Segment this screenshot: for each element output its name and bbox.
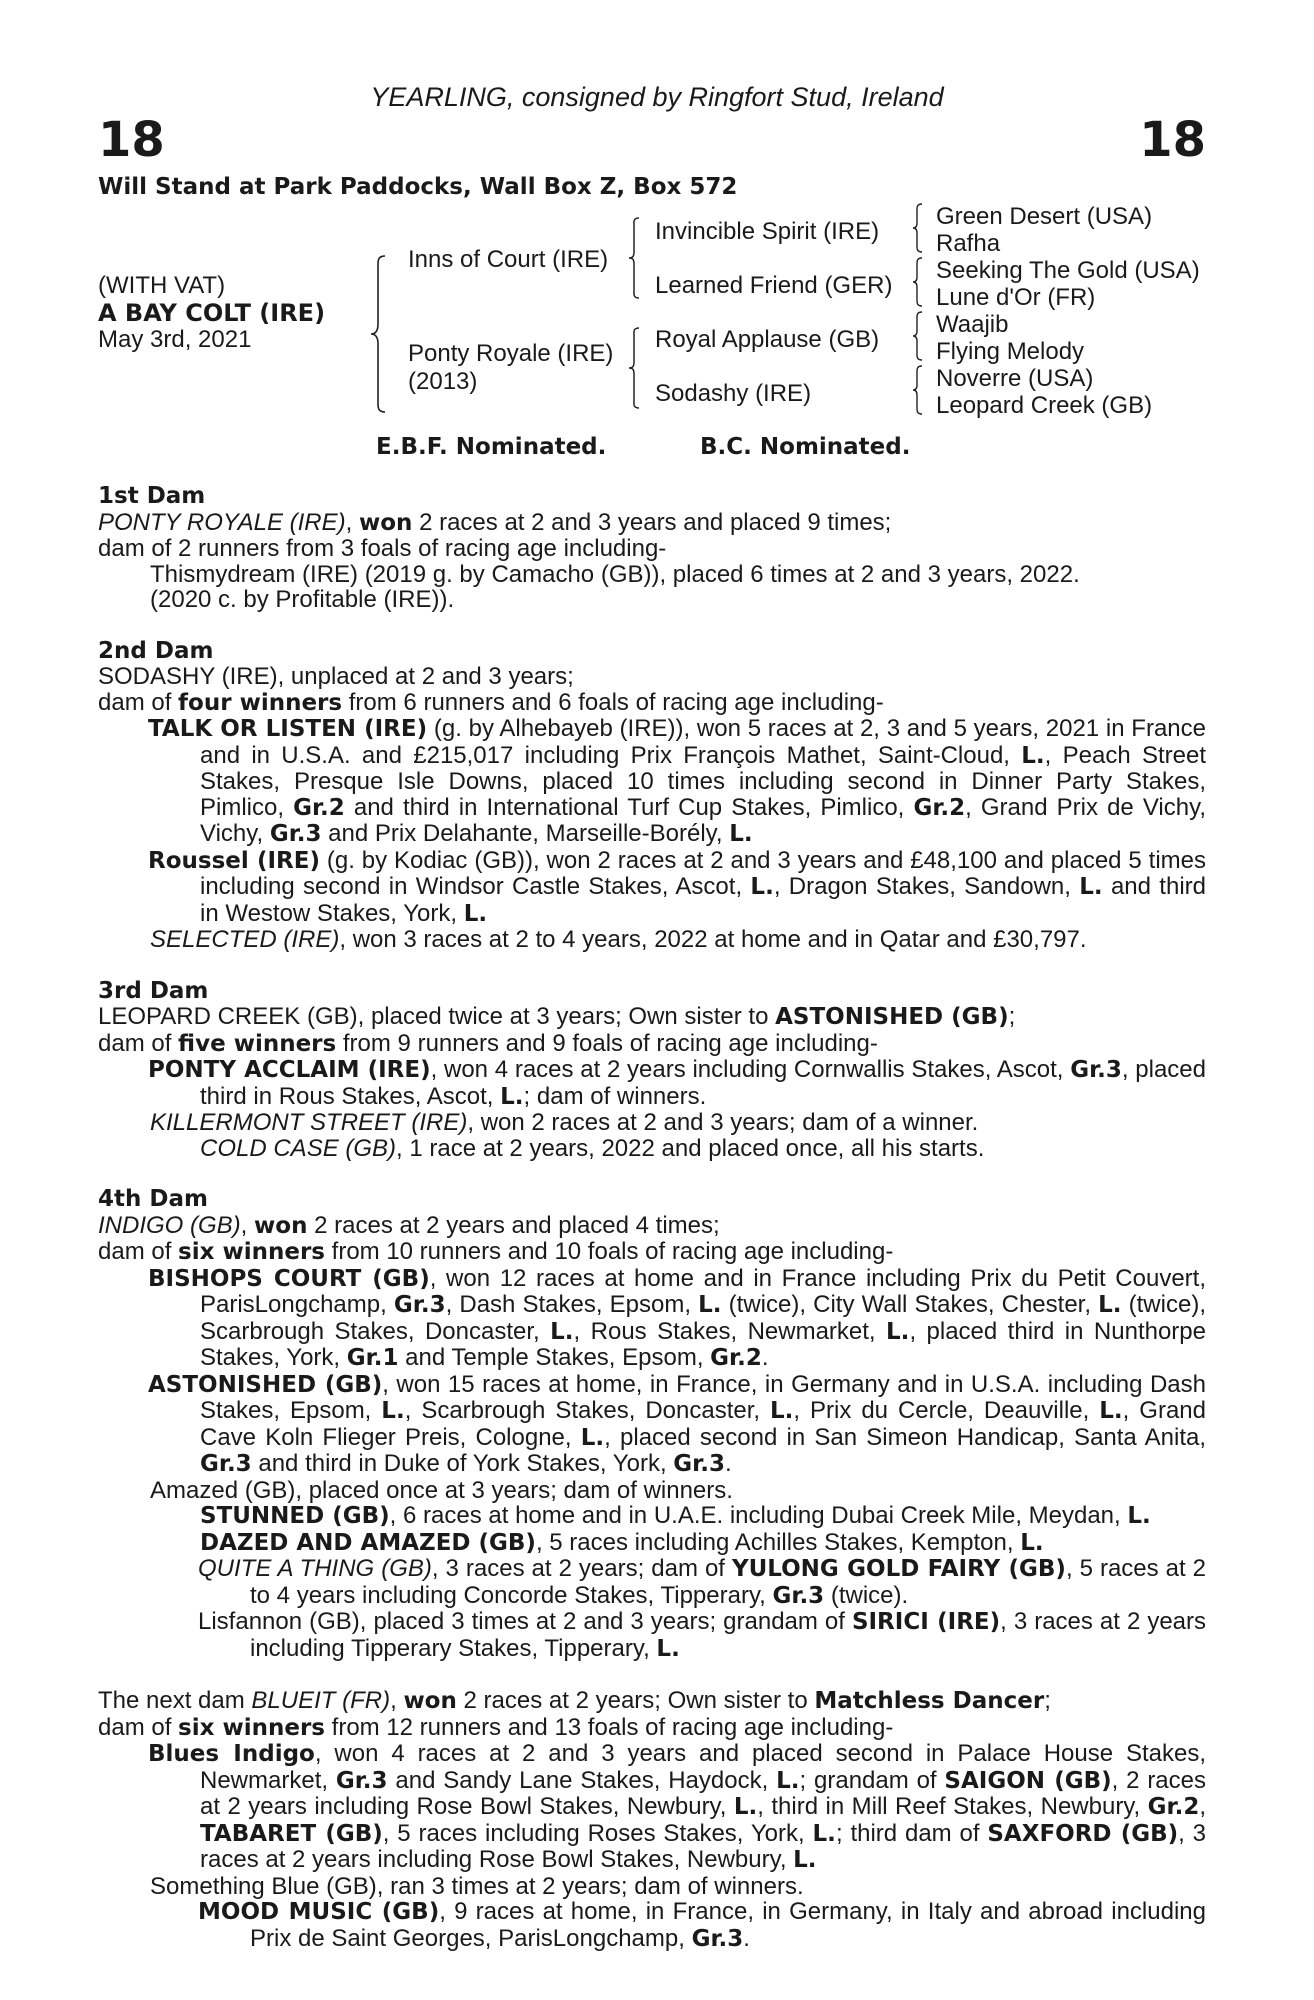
catalogue-body — [98, 484, 1206, 1952]
section-heading: 3rd Dam — [98, 977, 209, 1004]
produce-entry: ASTONISHED (GB), won 15 races at home, in France, in Germany and in U.S.A. including Dash Stakes, Epsom, L., Scarbrough Stakes, Doncaster, L., Prix du Cercle, Deauville, L., Grand Cave Koln Flieger Preis, Cologne, L., placed second in San Simeon Handicap, Santa Anita, Gr.3 and third in Duke of York Stakes, York, Gr.3. — [148, 1370, 1207, 1477]
produce-entry: MOOD MUSIC (GB), 9 races at home, in France, in Germany, in Italy and abroad including Prix de Saint Georges, ParisLongchamp, Gr.3. — [198, 1898, 1206, 1952]
section-heading: 1st Dam — [98, 483, 206, 509]
ggp-name: Flying Melody — [936, 338, 1085, 365]
ggp-name: Rafha — [936, 230, 1001, 257]
dam-summary: LEOPARD CREEK (GB), placed twice at 3 years; Own sister to ASTONISHED (GB); — [98, 1003, 1016, 1030]
produce-entry: KILLERMONT STREET (IRE), won 2 races at 2 and 3 years; dam of a winner. — [150, 1109, 979, 1136]
pedigree-brace — [910, 256, 924, 308]
ebf-nomination: E.B.F. Nominated. — [376, 434, 607, 460]
produce-entry: Thismydream (IRE) (2019 g. by Camacho (GB)), placed 6 times at 2 and 3 years, 2022. — [150, 560, 1080, 588]
produce-entry: QUITE A THING (GB), 3 races at 2 years; dam of YULONG GOLD FAIRY (GB), 5 races at 2 to 4 years including Concorde Stakes, Tipperary, Gr.3 (twice). — [198, 1555, 1206, 1609]
produce-summary: dam of four winners from 6 runners and 6 foals of racing age including- — [98, 688, 884, 716]
produce-entry: Lisfannon (GB), placed 3 times at 2 and 3 years; grandam of SIRICI (IRE), 3 races at 2 years including Tipperary Stakes, Tipperary, L. — [198, 1608, 1207, 1662]
ggp-name: Waajib — [936, 311, 1009, 338]
produce-entry: COLD CASE (GB), 1 race at 2 years, 2022 and placed once, all his starts. — [200, 1134, 985, 1162]
produce-entry: SELECTED (IRE), won 3 races at 2 to 4 years, 2022 at home and in Qatar and £30,797. — [150, 926, 1087, 953]
produce-entry: BISHOPS COURT (GB), won 12 races at home and in France including Prix du Petit Couvert, ParisLongchamp, Gr.3, Dash Stakes, Epsom, L. (twice), City Wall Stakes, Chester, L. (twice), Scarbrough Stakes, Doncaster, L., Rous Stakes, Newmarket, L., placed third in Nunthorpe Stakes, York, Gr.1 and Temple Stakes, Epsom, Gr.2. — [148, 1264, 1206, 1371]
produce-summary: dam of five winners from 9 runners and 9 foals of racing age including- — [98, 1029, 878, 1057]
sire-dam-name: Learned Friend (GER) — [655, 272, 893, 299]
consignment-line: YEARLING, consigned by Ringfort Stud, Ireland — [370, 82, 944, 112]
produce-entry: Blues Indigo, won 4 races at 2 and 3 years and placed second in Palace House Stakes, Newmarket, Gr.3 and Sandy Lane Stakes, Haydock, L.; grandam of SAIGON (GB), 2 races at 2 years including Rose Bowl Stakes, Newbury, L., third in Mill Reef Stakes, Newbury, Gr.2, TABARET (GB), 5 races including Roses Stakes, York, L.; third dam of SAXFORD (GB), 3 races at 2 years including Rose Bowl Stakes, Newbury, L. — [148, 1740, 1207, 1873]
pedigree-brace — [626, 216, 642, 300]
ggp-name: Seeking The Gold (USA) — [936, 257, 1200, 284]
produce-entry: Roussel (IRE) (g. by Kodiac (GB)), won 2 races at 2 and 3 years and £48,100 and placed 5 times including second in Windsor Castle Stakes, Ascot, L., Dragon Stakes, Sandown, L. and third in Westow Stakes, York, L. — [148, 846, 1206, 927]
dam-summary: INDIGO (GB), won 2 races at 2 years and placed 4 times; — [98, 1211, 720, 1239]
ggp-name: Leopard Creek (GB) — [936, 392, 1153, 419]
ggp-name: Lune d'Or (FR) — [936, 284, 1096, 311]
ggp-name: Noverre (USA) — [936, 365, 1094, 392]
dam-dam-name: Sodashy (IRE) — [655, 380, 812, 407]
lot-number-right: 18 — [1139, 112, 1206, 168]
produce-summary: dam of 2 runners from 3 foals of racing age including- — [98, 535, 667, 562]
pedigree-brace — [910, 202, 924, 254]
horse-name: A BAY COLT (IRE) — [98, 299, 326, 327]
pedigree-brace — [626, 326, 642, 410]
produce-summary: dam of six winners from 10 runners and 10 foals of racing age including- — [98, 1238, 894, 1265]
pedigree-brace — [910, 310, 924, 362]
dam-summary: The next dam BLUEIT (FR), won 2 races at 2 years; Own sister to Matchless Dancer; — [98, 1687, 1051, 1714]
produce-entry: (2020 c. by Profitable (IRE)). — [150, 586, 455, 613]
produce-entry: Amazed (GB), placed once at 3 years; dam of winners. — [150, 1476, 733, 1504]
produce-entry: TALK OR LISTEN (IRE) (g. by Alhebayeb (IRE)), won 5 races at 2, 3 and 5 years, 2021 in France and in U.S.A. and £215,017 including Prix François Mathet, Saint-Cloud, L., Peach Street Stakes, Presque Isle Downs, placed 10 times including second in Dinner Party Stakes, Pimlico, Gr.2 and third in International Turf Cup Stakes, Pimlico, Gr.2, Grand Prix de Vichy, Vichy, Gr.3 and Prix Delahante, Marseille-Borély, L. — [148, 715, 1207, 847]
lot-number-left: 18 — [98, 112, 165, 168]
produce-summary: dam of six winners from 12 runners and 13 foals of racing age including- — [98, 1713, 894, 1741]
vat-note: (WITH VAT) — [98, 272, 226, 299]
section-heading: 2nd Dam — [98, 637, 214, 664]
dam-sire-name: Royal Applause (GB) — [655, 326, 880, 353]
produce-entry: DAZED AND AMAZED (GB), 5 races including Achilles Stakes, Kempton, L. — [200, 1528, 1044, 1556]
produce-entry: PONTY ACCLAIM (IRE), won 4 races at 2 years including Cornwallis Stakes, Ascot, Gr.3, placed third in Rous Stakes, Ascot, L.; dam of winners. — [148, 1056, 1207, 1110]
sire-sire-name: Invincible Spirit (IRE) — [655, 218, 880, 245]
dam-foaled-year: (2013) — [408, 368, 478, 395]
dam-summary: PONTY ROYALE (IRE), won 2 races at 2 and 3 years and placed 9 times; — [98, 508, 892, 536]
section-heading: 4th Dam — [98, 1186, 208, 1212]
bc-nomination: B.C. Nominated. — [700, 434, 911, 460]
produce-entry: Something Blue (GB), ran 3 times at 2 years; dam of winners. — [150, 1872, 804, 1900]
pedigree-brace — [910, 364, 924, 416]
produce-entry: STUNNED (GB), 6 races at home and in U.A.E. including Dubai Creek Mile, Meydan, L. — [200, 1502, 1151, 1529]
foaling-date: May 3rd, 2021 — [98, 326, 252, 353]
ggp-name: Green Desert (USA) — [936, 203, 1153, 230]
dam-summary: SODASHY (IRE), unplaced at 2 and 3 years; — [98, 663, 574, 690]
sire-name: Inns of Court (IRE) — [408, 246, 609, 273]
stand-location: Will Stand at Park Paddocks, Wall Box Z, Box 572 — [98, 174, 738, 200]
dam-name: Ponty Royale (IRE) — [408, 340, 614, 367]
pedigree-brace — [368, 254, 388, 414]
